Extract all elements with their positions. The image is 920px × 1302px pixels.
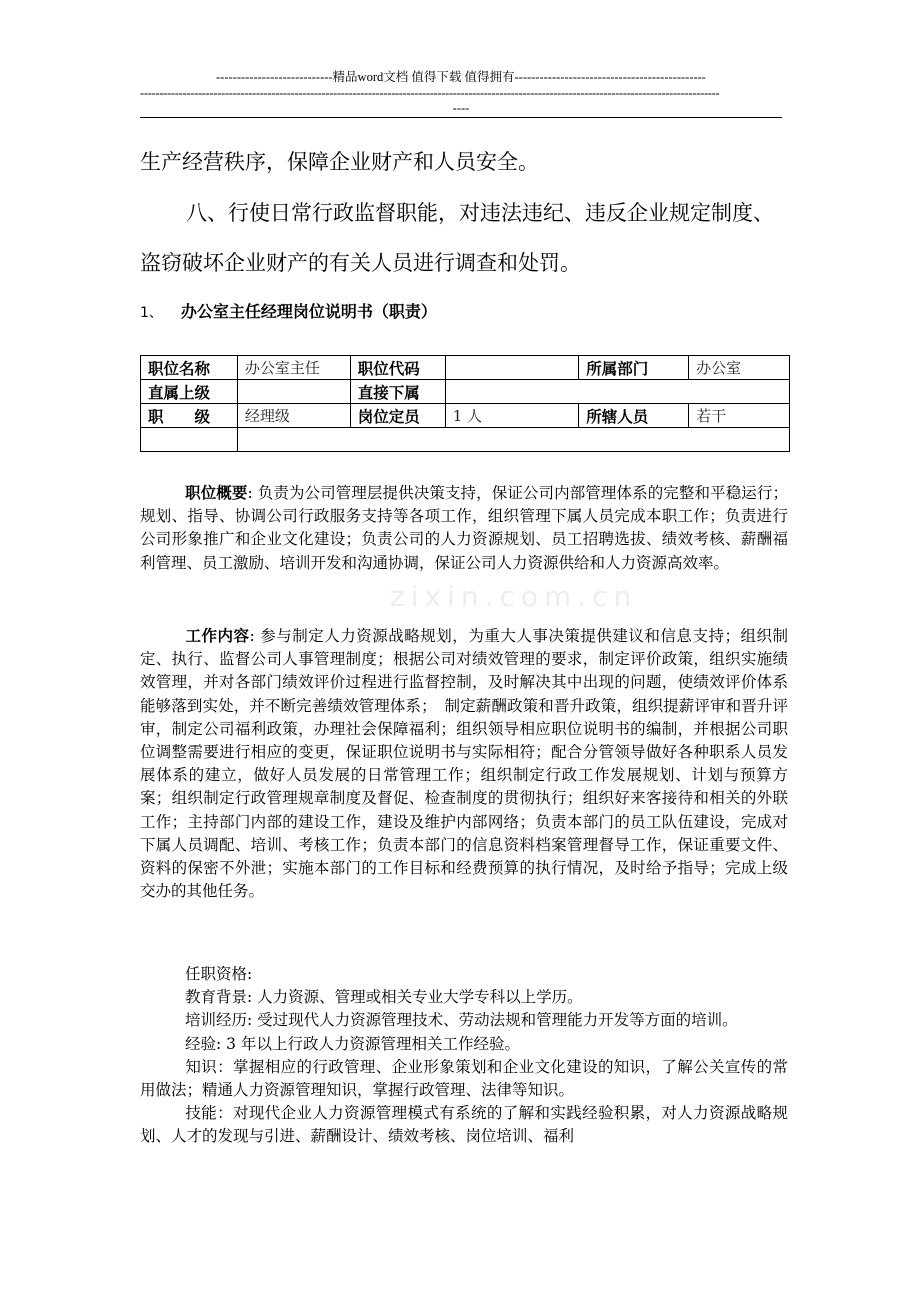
qualification-skills: 技能：对现代企业人力资源管理模式有系统的了解和实践经验积累，对人力资源战略规划、人才的发现与引进、薪酬设计、绩效考核、岗位培训、福利: [140, 1104, 788, 1146]
summary-text: : 负责为公司管理层提供决策支持，保证公司内部管理体系的完整和平稳运行；规划、指导、协调公司行政服务支持等各项工作，组织管理下属人员完成本职工作；负责进行公司形象推广和企业文化建设；负责公司的人力资源规划、员工招聘选拔、绩效考核、薪酬福利管理、员工激励、培训开发和沟通协调，保证公司人力资源供给和人力资源高效率。: [140, 484, 788, 572]
table-cell-label: 职位代码: [350, 356, 445, 380]
table-row: [141, 428, 790, 452]
table-cell-value: 经理级: [237, 404, 350, 428]
section-title: [140, 299, 437, 322]
table-cell-value: [445, 380, 789, 404]
work-label: 工作内容: [185, 627, 250, 645]
header-rule: [140, 117, 782, 118]
table-cell-label: 直属上级: [141, 380, 238, 404]
item-eight: 八、行使日常行政监督职能，对违法违纪、违反企业规定制度、: [186, 201, 774, 225]
qualification-knowledge: 知识：掌握相应的行政管理、企业形象策划和企业文化建设的知识，了解公关宣传的常用做法；精通人力资源管理知识，掌握行政管理、法律等知识。: [140, 1057, 788, 1100]
table-row: [141, 380, 790, 404]
position-info-table: [140, 355, 790, 452]
work-text: : 参与制定人力资源战略规划，为重大人事决策提供建议和信息支持；组织制定、执行、监督公司人事管理制度；根据公司对绩效管理的要求，制定评价政策，组织实施绩效管理，并对各部门绩效评价过程进行监督控制，及时解决其中出现的问题，使绩效评价体系能够落到实处，并不断完善绩效管理体系； 制定薪酬政策和晋升政策，组织提薪评审和晋升评审，制定公司福利政策，办理社会保障福利；组织领导相应职位说明书的编制，并根据公司职位调整需要进行相应的变更，保证职位说明书与实际相符；配合分管领导做好各种职系人员发展体系的建立，做好人员发展的日常管理工作；组织制定行政工作发展规划、计划与预算方案；组织制定行政管理规章制度及督促、检查制度的贯彻执行；组织好来客接待和相关的外联工作；主持部门内部的建设工作，建设及维护内部网络；负责本部门的员工队伍建设，完成对下属人员调配、培训、考核工作；负责本部门的信息资料档案管理督导工作，保证重要文件、资料的保密不外泄；实施本部门的工作目标和经费预算的执行情况，及时给予指导；完成上级交办的其他任务。: [140, 627, 788, 901]
table-cell-label: 直接下属: [350, 380, 445, 404]
section-heading: 办公室主任经理岗位说明书（职责）: [180, 302, 437, 321]
table-cell-value: 办公室: [689, 356, 790, 380]
qualifications: [140, 963, 788, 1149]
work-content: [140, 625, 788, 903]
body-line: 盗窃破坏企业财产的有关人员进行调查和处罚。: [140, 251, 581, 275]
table-cell-value: [237, 380, 350, 404]
summary-label: 职位概要: [185, 484, 248, 502]
body-line: 生产经营秩序，保障企业财产和人员安全。: [140, 150, 539, 174]
qualification-training: 培训经历: 受过现代人力资源管理技术、劳动法规和管理能力开发等方面的培训。: [185, 1011, 738, 1030]
position-summary: [140, 482, 788, 575]
table-cell-value: 办公室主任: [237, 356, 350, 380]
table-cell-value: 若干: [689, 404, 790, 428]
table-row: [141, 404, 790, 428]
table-cell-value: 1 人: [445, 404, 579, 428]
qualification-education: 教育背景: 人力资源、管理或相关专业大学专科以上学历。: [185, 988, 583, 1007]
table-cell-label: 职 级: [141, 404, 238, 428]
section-number: 1、: [140, 305, 163, 321]
header-dash-line: ------------------------------------------------------------------------------------------------------------------------------------------------------: [140, 86, 720, 100]
table-cell-label: 岗位定员: [350, 404, 445, 428]
table-cell-label: 所辖人员: [579, 404, 689, 428]
table-cell-label: 职位名称: [141, 356, 238, 380]
qualification-experience: 经验: 3 年以上行政人力资源管理相关工作经验。: [185, 1034, 520, 1053]
table-cell-value: [445, 356, 579, 380]
table-cell-label: [141, 428, 238, 452]
qualifications-heading: 任职资格:: [185, 965, 253, 983]
header-banner: ----------------------------精品word文档 值得下载 值得拥有----------------------------------------------: [216, 70, 706, 84]
table-cell-label: 所属部门: [579, 356, 689, 380]
table-cell-value: [237, 428, 789, 452]
table-row: [141, 356, 790, 380]
header-dash-tail: ----: [452, 101, 470, 115]
watermark: zixin.com.cn: [390, 580, 638, 613]
